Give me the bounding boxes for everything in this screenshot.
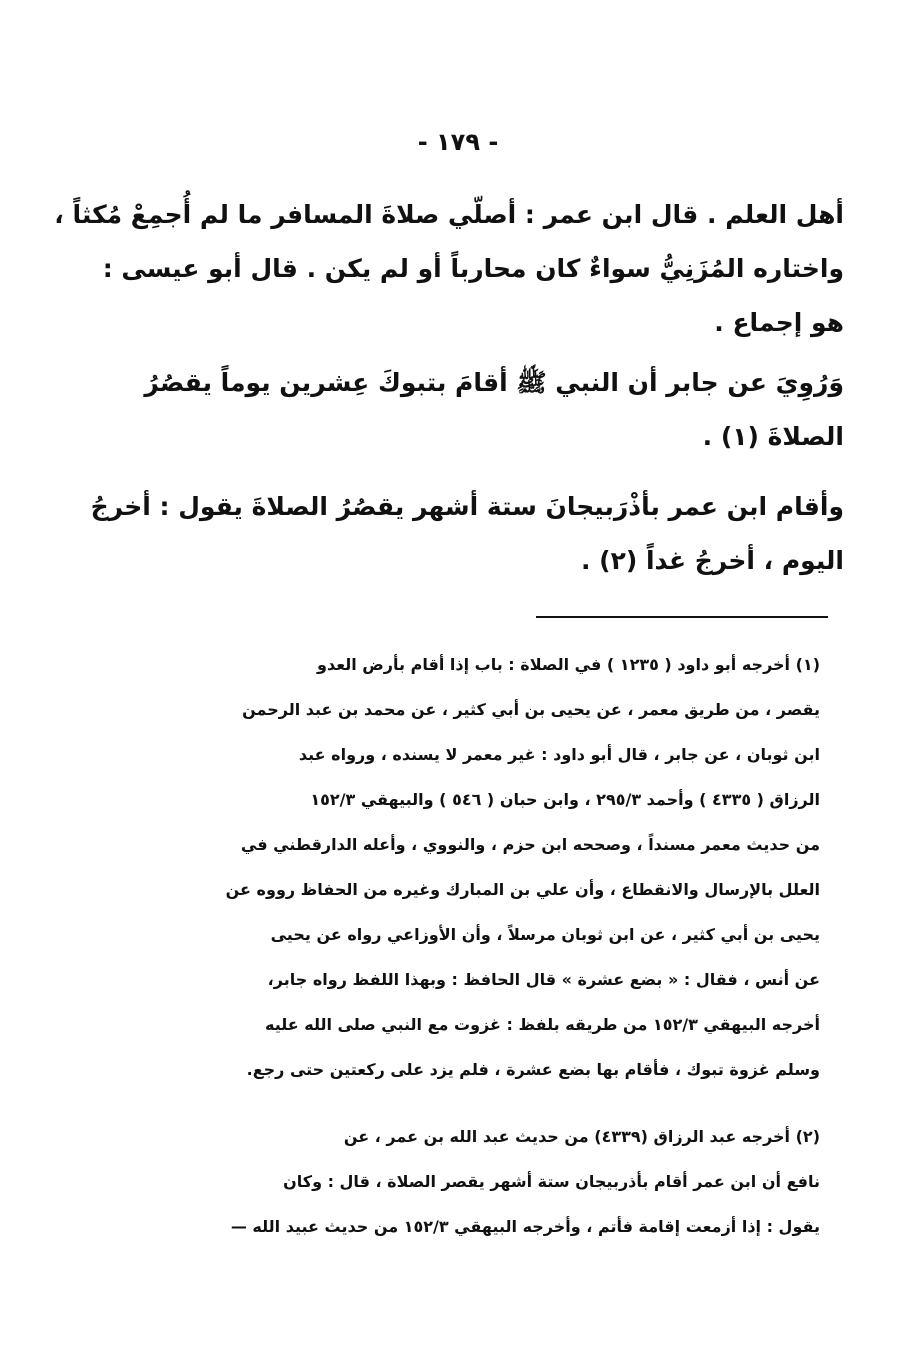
main-paragraph-2	[144, 356, 844, 464]
footnote-line: وسلم غزوة تبوك ، فأقام بها بضع عشرة ، فلم يزد على ركعتين حتى رجع.	[246, 1060, 820, 1079]
text-line: أهل العلم . قال ابن عمر : أصلّي صلاةَ المسافر ما لم أُجمِعْ مُكثاً ،	[54, 200, 844, 229]
main-paragraph-1	[54, 188, 844, 350]
footnote-line: ابن ثوبان ، عن جابر ، قال أبو داود : غير معمر لا يسنده ، ورواه عبد	[298, 745, 820, 764]
footnote-line: (١) أخرجه أبو داود ( ١٢٣٥ ) في الصلاة : باب إذا أقام بأرض العدو	[317, 655, 820, 674]
main-paragraph-3	[90, 480, 844, 588]
text-line: هو إجماع .	[714, 308, 844, 337]
page-number: - ١٧٩ -	[417, 128, 499, 156]
footnote-1	[92, 642, 820, 1092]
footnote-line: يقول : إذا أزمعت إقامة فأتم ، وأخرجه البيهقي ١٥٢/٣ من حديث عبيد الله —	[230, 1217, 820, 1236]
footnote-line: يحيى بن أبي كثير ، عن ابن ثوبان مرسلاً ، وأن الأوزاعي رواه عن يحيى	[270, 925, 820, 944]
text-line: وأقام ابن عمر بأذْرَبيجانَ ستة أشهر يقصُرُ الصلاةَ يقول : أخرجُ	[90, 492, 844, 521]
text-line: اليوم ، أخرجُ غداً (٢) .	[580, 546, 844, 575]
footnote-line: العلل بالإرسال والانقطاع ، وأن علي بن المبارك وغيره من الحفاظ رووه عن	[225, 880, 820, 899]
footnote-separator-rule	[536, 616, 828, 618]
footnote-line: من حديث معمر مسنداً ، وصححه ابن حزم ، والنووي ، وأعله الدارقطني في	[240, 835, 820, 854]
footnote-line: أخرجه البيهقي ١٥٢/٣ من طريقه بلفظ : غزوت مع النبي صلى الله عليه	[264, 1015, 820, 1034]
footnote-2	[92, 1114, 820, 1249]
footnote-line: الرزاق ( ٤٣٣٥ ) وأحمد ٢٩٥/٣ ، وابن حبان ( ٥٤٦ ) والبيهقي ١٥٢/٣	[310, 790, 820, 809]
footnote-line: عن أنس ، فقال : « بضع عشرة » قال الحافظ : وبهذا اللفظ رواه جابر،	[267, 970, 820, 989]
text-line: وَرُوِيَ عن جابر أن النبي ﷺ أقامَ بتبوكَ عِشرين يوماً يقصُرُ	[144, 368, 844, 397]
footnote-line: (٢) أخرجه عبد الرزاق (٤٣٣٩) من حديث عبد الله بن عمر ، عن	[343, 1127, 820, 1146]
text-line: الصلاةَ (١) .	[702, 422, 844, 451]
footnote-line: نافع أن ابن عمر أقام بأذربيجان ستة أشهر يقصر الصلاة ، قال : وكان	[283, 1172, 820, 1191]
text-line: واختاره المُزَنِيُّ سواءٌ كان محارباً أو لم يكن . قال أبو عيسى :	[102, 254, 844, 283]
footnote-line: يقصر ، من طريق معمر ، عن يحيى بن أبي كثير ، عن محمد بن عبد الرحمن	[242, 700, 820, 719]
